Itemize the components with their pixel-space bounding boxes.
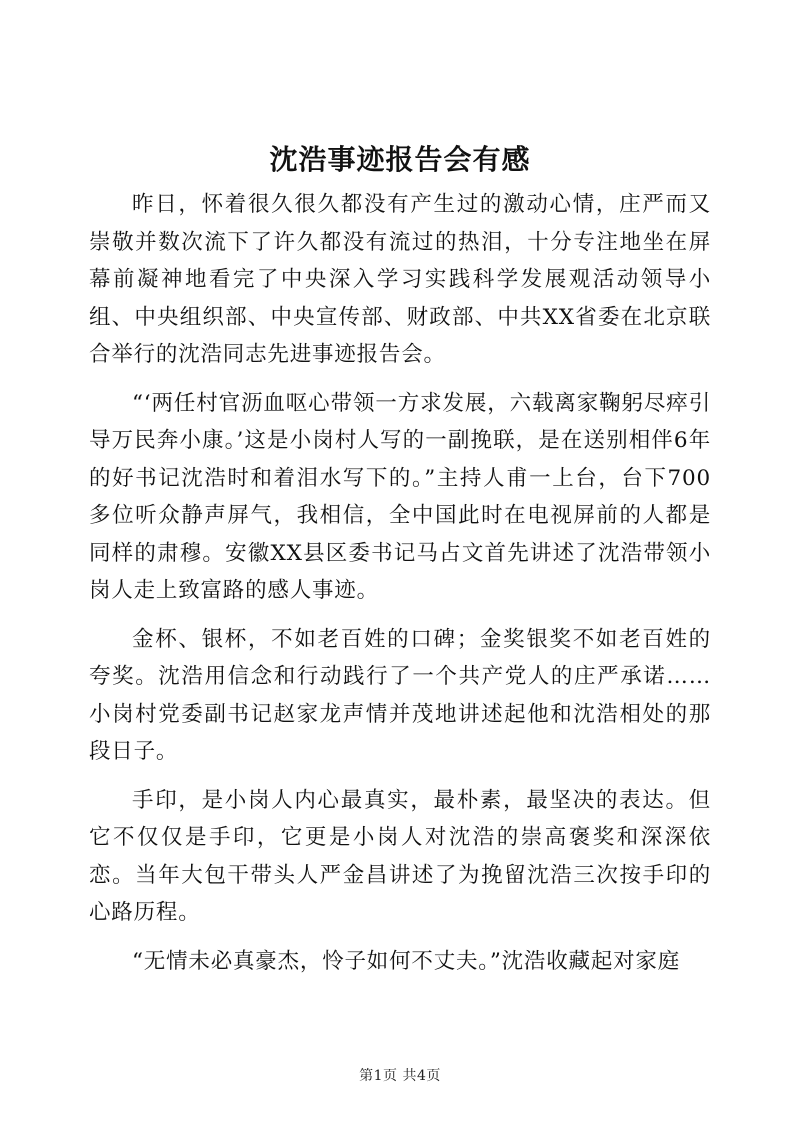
paragraph-2: “‘两任村官沥血呕心带领一方求发展，六载离家鞠躬尽瘁引导万民奔小康。’这是小岗村人写的一副挽联，是在送别相伴6年的好书记沈浩时和着泪水写下的。”主持人甫一上台，台下700多位听众静声屏气，我相信，全中国此时在电视屏前的人都是同样的肃穆。安徽XX县区委书记马占文首先讲述了沈浩带领小岗人走上致富路的感人事迹。 xyxy=(89,390,711,603)
document-body xyxy=(89,186,711,991)
paragraph-4: 手印，是小岗人内心最真实，最朴素，最坚决的表达。但它不仅仅是手印，它更是小岗人对沈浩的崇高褒奖和深深依恋。当年大包干带头人严金昌讲述了为挽留沈浩三次按手印的心路历程。 xyxy=(89,787,711,925)
paragraph-5: “无情未必真豪杰，怜子如何不丈夫。”沈浩收藏起对家庭 xyxy=(132,948,681,974)
page-number-footer: 第1页 共4页 xyxy=(359,1068,441,1084)
document-title: 沈浩事迹报告会有感 xyxy=(269,143,531,176)
paragraph-3: 金杯、银杯，不如老百姓的口碑；金奖银奖不如老百姓的夸奖。沈浩用信念和行动践行了一个共产党人的庄严承诺……小岗村党委副书记赵家龙声情并茂地讲述起他和沈浩相处的那段日子。 xyxy=(89,626,711,764)
paragraph-1: 昨日，怀着很久很久都没有产生过的激动心情，庄严而又崇敬并数次流下了许久都没有流过的热泪，十分专注地坐在屏幕前凝神地看完了中央深入学习实践科学发展观活动领导小组、中央组织部、中央宣传部、财政部、中共XX省委在北京联合举行的沈浩同志先进事迹报告会。 xyxy=(89,192,711,367)
